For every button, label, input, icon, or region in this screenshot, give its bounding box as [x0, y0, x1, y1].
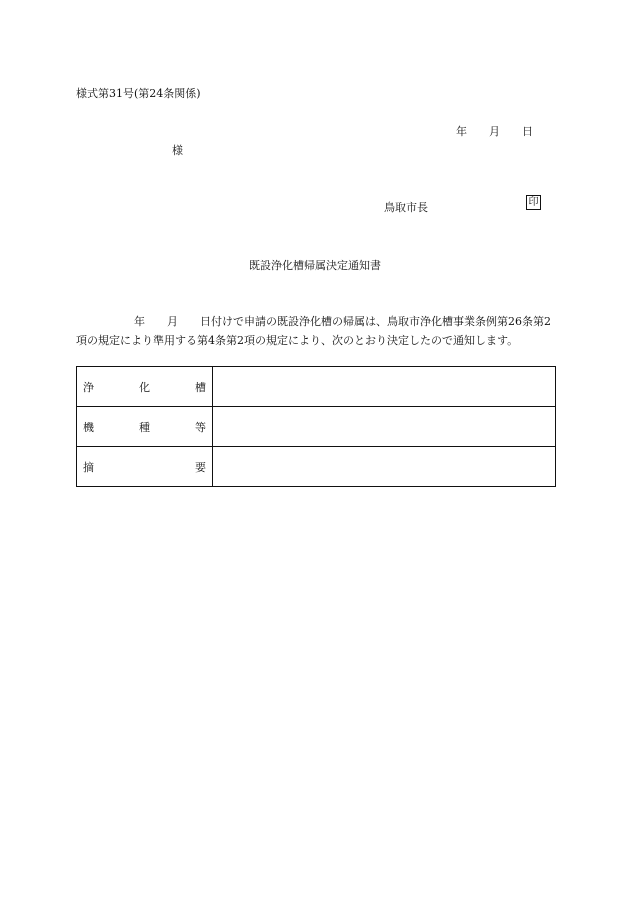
issuer-name: 鳥取市長: [384, 201, 428, 214]
row-value-remarks: [213, 447, 556, 487]
row-label-remarks: [77, 447, 213, 487]
body-month-label: 月: [167, 315, 178, 328]
label-char: 摘: [83, 460, 94, 474]
date-day-label: 日: [522, 125, 533, 138]
table-row: [77, 447, 556, 487]
body-year-label: 年: [134, 315, 145, 328]
seal-mark: 印: [526, 195, 541, 210]
label-char: 化: [139, 380, 150, 394]
label-char: 等: [195, 420, 206, 434]
label-char: 要: [195, 460, 206, 474]
body-text: 日付けで申請の既設浄化槽の帰属は、鳥取市浄化槽事業条例第26条第2項の規定により準用する第4条第2項の規定により、次のとおり決定したので通知します。: [76, 315, 551, 347]
info-table: [76, 366, 556, 487]
label-char: 種: [139, 420, 150, 434]
document-title: 既設浄化槽帰属決定通知書: [249, 259, 381, 272]
label-char: 浄: [83, 380, 94, 394]
date-month-label: 月: [489, 125, 500, 138]
row-value-model: [213, 407, 556, 447]
recipient-suffix: 様: [172, 144, 183, 157]
body-paragraph: [76, 313, 560, 350]
label-char: 機: [83, 420, 94, 434]
row-label-model: [77, 407, 213, 447]
row-label-septic-tank: [77, 367, 213, 407]
date-year-label: 年: [456, 125, 467, 138]
form-number: 様式第31号(第24条関係): [76, 87, 201, 100]
table-row: [77, 367, 556, 407]
label-char: 槽: [195, 380, 206, 394]
date-line: [456, 123, 533, 139]
table-row: [77, 407, 556, 447]
row-value-septic-tank: [213, 367, 556, 407]
